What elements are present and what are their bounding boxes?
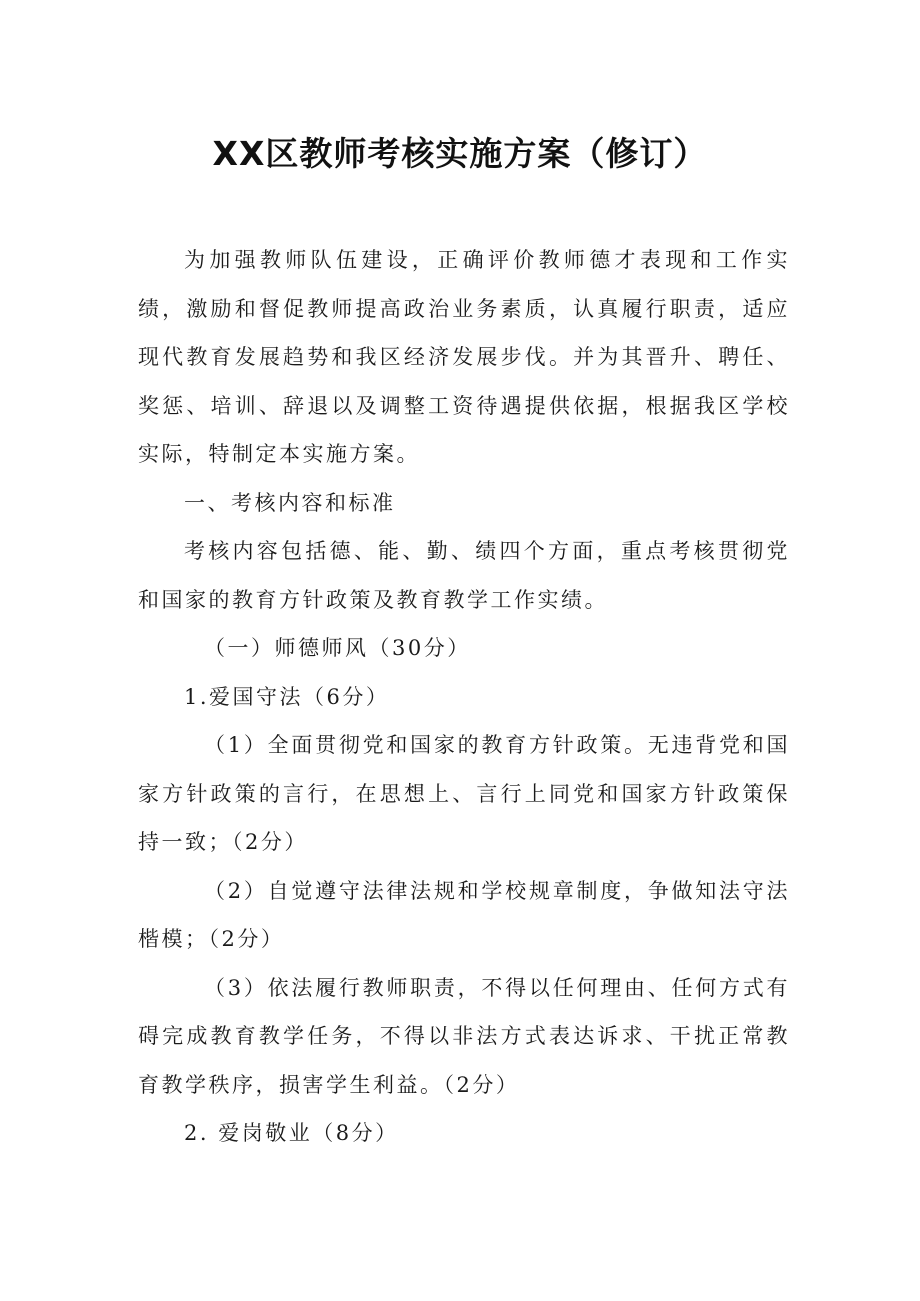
- subsection-heading: （一）师德师风（30分）: [204, 636, 471, 660]
- clause-paragraph: （1）全面贯彻党和国家的教育方针政策。无违背党和国家方针政策的言行，在思想上、言行上同党和国家方针政策保持一致；（2分）: [138, 733, 790, 854]
- section-heading: 一、考核内容和标准: [184, 490, 396, 515]
- clause-paragraph: （2）自觉遵守法律法规和学校规章制度，争做知法守法楷模；（2分）: [138, 878, 790, 951]
- document-body: [138, 236, 790, 1158]
- clause-paragraph: （3）依法履行教师职责，不得以任何理由、任何方式有碍完成教育教学任务，不得以非法方式表达诉求、干扰正常教育教学秩序，损害学生利益。（2分）: [138, 975, 790, 1097]
- section-paragraph: 考核内容包括德、能、勤、绩四个方面，重点考核贯彻党和国家的教育方针政策及教育教学工作实绩。: [138, 539, 790, 612]
- intro-paragraph: 为加强教师队伍建设，正确评价教师德才表现和工作实绩，激励和督促教师提高政治业务素质，认真履行职责，适应现代教育发展趋势和我区经济发展步伐。并为其晋升、聘任、奖惩、培训、辞退以及调整工资待遇提供依据，根据我区学校实际，特制定本实施方案。: [138, 248, 790, 466]
- item-heading: 1.爱国守法（6分）: [184, 684, 390, 709]
- item-heading: 2. 爱岗敬业（8分）: [184, 1121, 399, 1145]
- page-title: XX区教师考核实施方案（修订）: [212, 134, 708, 173]
